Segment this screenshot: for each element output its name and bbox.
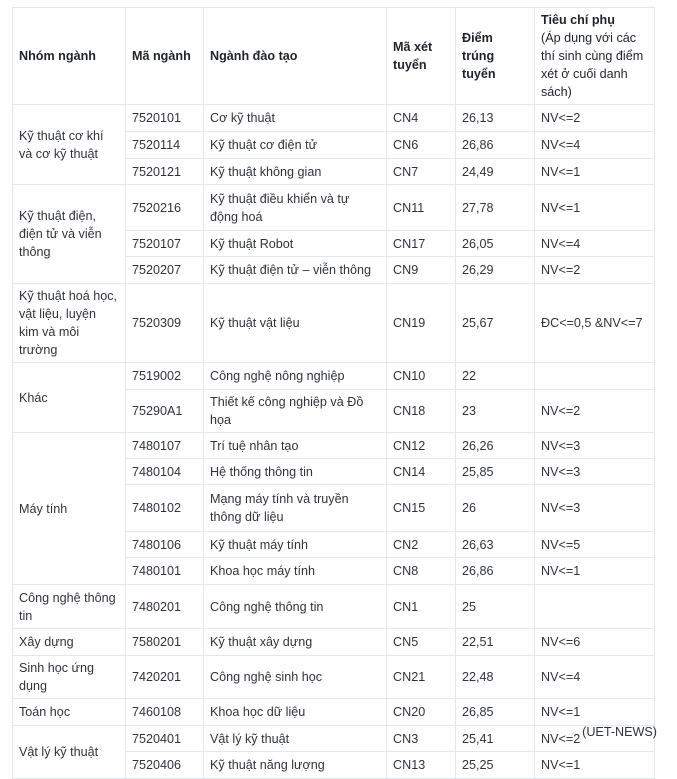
header-code: Mã ngành bbox=[126, 8, 204, 105]
score-cell: 26 bbox=[456, 485, 535, 532]
table-row bbox=[13, 629, 655, 656]
admission-code-cell: CN9 bbox=[387, 257, 456, 284]
code-cell: 7460108 bbox=[126, 699, 204, 726]
score-cell: 24,49 bbox=[456, 159, 535, 185]
criteria-cell: NV<=1 bbox=[535, 185, 655, 231]
score-cell: 26,86 bbox=[456, 132, 535, 159]
code-cell: 7480102 bbox=[126, 485, 204, 532]
group-cell: Kỹ thuật hoá học, vật liệu, luyện kim và môi trường bbox=[13, 284, 126, 363]
score-cell: 26,26 bbox=[456, 433, 535, 459]
group-cell: Xây dựng bbox=[13, 629, 126, 656]
admission-code-cell: CN17 bbox=[387, 231, 456, 257]
criteria-cell: NV<=4 bbox=[535, 656, 655, 699]
code-cell: 7480104 bbox=[126, 459, 204, 485]
group-cell: Vật lý kỹ thuật bbox=[13, 726, 126, 779]
table-row bbox=[13, 656, 655, 699]
score-cell: 26,63 bbox=[456, 532, 535, 558]
program-cell: Trí tuệ nhân tạo bbox=[204, 433, 387, 459]
criteria-cell bbox=[535, 585, 655, 629]
admission-code-cell: CN2 bbox=[387, 532, 456, 558]
table-header-row bbox=[13, 8, 655, 105]
code-cell: 7520101 bbox=[126, 105, 204, 132]
criteria-cell: NV<=2 bbox=[535, 257, 655, 284]
criteria-cell: NV<=6 bbox=[535, 629, 655, 656]
table-row bbox=[13, 699, 655, 726]
code-cell: 7480106 bbox=[126, 532, 204, 558]
program-cell: Công nghệ thông tin bbox=[204, 585, 387, 629]
score-cell: 22,48 bbox=[456, 656, 535, 699]
program-cell: Kỹ thuật năng lượng bbox=[204, 752, 387, 779]
program-cell: Kỹ thuật điều khiển và tự động hoá bbox=[204, 185, 387, 231]
score-cell: 23 bbox=[456, 390, 535, 433]
header-score: Điểm trúng tuyển bbox=[456, 8, 535, 105]
criteria-cell: ĐC<=0,5 &NV<=7 bbox=[535, 284, 655, 363]
criteria-cell: NV<=1 bbox=[535, 699, 655, 726]
score-cell: 27,78 bbox=[456, 185, 535, 231]
program-cell: Khoa học dữ liệu bbox=[204, 699, 387, 726]
admission-code-cell: CN4 bbox=[387, 105, 456, 132]
criteria-cell: NV<=1 bbox=[535, 159, 655, 185]
program-cell: Kỹ thuật máy tính bbox=[204, 532, 387, 558]
admission-code-cell: CN18 bbox=[387, 390, 456, 433]
criteria-cell: NV<=1 bbox=[535, 558, 655, 585]
code-cell: 7480101 bbox=[126, 558, 204, 585]
score-cell: 22 bbox=[456, 363, 535, 390]
program-cell: Vật lý kỹ thuật bbox=[204, 726, 387, 752]
group-cell: Khác bbox=[13, 363, 126, 433]
code-cell: 7520207 bbox=[126, 257, 204, 284]
admission-code-cell: CN12 bbox=[387, 433, 456, 459]
code-cell: 7519002 bbox=[126, 363, 204, 390]
program-cell: Kỹ thuật vật liệu bbox=[204, 284, 387, 363]
program-cell: Kỹ thuật không gian bbox=[204, 159, 387, 185]
admission-code-cell: CN19 bbox=[387, 284, 456, 363]
score-cell: 22,51 bbox=[456, 629, 535, 656]
score-cell: 26,86 bbox=[456, 558, 535, 585]
program-cell: Cơ kỹ thuật bbox=[204, 105, 387, 132]
criteria-cell: NV<=2 bbox=[535, 726, 655, 752]
code-cell: 7520216 bbox=[126, 185, 204, 231]
score-cell: 26,13 bbox=[456, 105, 535, 132]
program-cell: Công nghệ sinh học bbox=[204, 656, 387, 699]
admission-code-cell: CN3 bbox=[387, 726, 456, 752]
criteria-cell bbox=[535, 363, 655, 390]
program-cell: Thiết kế công nghiệp và Đồ họa bbox=[204, 390, 387, 433]
score-cell: 25,25 bbox=[456, 752, 535, 779]
code-cell: 7520121 bbox=[126, 159, 204, 185]
admission-code-cell: CN7 bbox=[387, 159, 456, 185]
code-cell: 7520401 bbox=[126, 726, 204, 752]
program-cell: Kỹ thuật Robot bbox=[204, 231, 387, 257]
score-cell: 26,85 bbox=[456, 699, 535, 726]
code-cell: 7520114 bbox=[126, 132, 204, 159]
admission-code-cell: CN13 bbox=[387, 752, 456, 779]
score-cell: 25,67 bbox=[456, 284, 535, 363]
header-criteria bbox=[535, 8, 655, 105]
group-cell: Công nghệ thông tin bbox=[13, 585, 126, 629]
group-cell: Sinh học ứng dụng bbox=[13, 656, 126, 699]
code-cell: 7520406 bbox=[126, 752, 204, 779]
admission-code-cell: CN1 bbox=[387, 585, 456, 629]
table-row bbox=[13, 726, 655, 752]
score-cell: 25,41 bbox=[456, 726, 535, 752]
group-cell: Kỹ thuật điện, điện tử và viễn thông bbox=[13, 185, 126, 284]
program-cell: Khoa học máy tính bbox=[204, 558, 387, 585]
admission-code-cell: CN5 bbox=[387, 629, 456, 656]
header-program: Ngành đào tạo bbox=[204, 8, 387, 105]
criteria-cell: NV<=2 bbox=[535, 390, 655, 433]
table-row bbox=[13, 105, 655, 132]
code-cell: 7520107 bbox=[126, 231, 204, 257]
admission-code-cell: CN15 bbox=[387, 485, 456, 532]
score-cell: 26,29 bbox=[456, 257, 535, 284]
criteria-cell: NV<=4 bbox=[535, 132, 655, 159]
program-cell: Kỹ thuật cơ điện tử bbox=[204, 132, 387, 159]
score-cell: 25,85 bbox=[456, 459, 535, 485]
table-row bbox=[13, 363, 655, 390]
score-cell: 26,05 bbox=[456, 231, 535, 257]
code-cell: 7580201 bbox=[126, 629, 204, 656]
program-cell: Mạng máy tính và truyền thông dữ liệu bbox=[204, 485, 387, 532]
criteria-cell: NV<=4 bbox=[535, 231, 655, 257]
criteria-cell: NV<=3 bbox=[535, 459, 655, 485]
code-cell: 7520309 bbox=[126, 284, 204, 363]
table-body bbox=[13, 105, 655, 779]
group-cell: Toán học bbox=[13, 699, 126, 726]
code-cell: 7420201 bbox=[126, 656, 204, 699]
table-row bbox=[13, 185, 655, 231]
admission-code-cell: CN20 bbox=[387, 699, 456, 726]
code-cell: 7480201 bbox=[126, 585, 204, 629]
table-row bbox=[13, 433, 655, 459]
group-cell: Kỹ thuật cơ khí và cơ kỹ thuật bbox=[13, 105, 126, 185]
source-credit: (UET-NEWS) bbox=[582, 725, 657, 739]
code-cell: 7480107 bbox=[126, 433, 204, 459]
header-group: Nhóm ngành bbox=[13, 8, 126, 105]
admission-code-cell: CN21 bbox=[387, 656, 456, 699]
table-row bbox=[13, 585, 655, 629]
admission-code-cell: CN8 bbox=[387, 558, 456, 585]
admission-scores-table bbox=[12, 7, 655, 779]
score-cell: 25 bbox=[456, 585, 535, 629]
program-cell: Kỹ thuật xây dựng bbox=[204, 629, 387, 656]
header-criteria-title: Tiêu chí phụ bbox=[541, 13, 615, 27]
code-cell: 75290A1 bbox=[126, 390, 204, 433]
program-cell: Kỹ thuật điện tử – viễn thông bbox=[204, 257, 387, 284]
criteria-cell: NV<=3 bbox=[535, 433, 655, 459]
header-admission-code: Mã xét tuyển bbox=[387, 8, 456, 105]
criteria-cell: NV<=1 bbox=[535, 752, 655, 779]
table-row bbox=[13, 284, 655, 363]
admission-scores-table-container bbox=[12, 7, 655, 779]
header-criteria-note: (Áp dụng với các thí sinh cùng điểm xét ở cuối danh sách) bbox=[541, 31, 644, 99]
admission-code-cell: CN6 bbox=[387, 132, 456, 159]
admission-code-cell: CN11 bbox=[387, 185, 456, 231]
criteria-cell: NV<=3 bbox=[535, 485, 655, 532]
group-cell: Máy tính bbox=[13, 433, 126, 585]
program-cell: Công nghệ nông nghiệp bbox=[204, 363, 387, 390]
program-cell: Hệ thống thông tin bbox=[204, 459, 387, 485]
criteria-cell: NV<=5 bbox=[535, 532, 655, 558]
admission-code-cell: CN10 bbox=[387, 363, 456, 390]
admission-code-cell: CN14 bbox=[387, 459, 456, 485]
criteria-cell: NV<=2 bbox=[535, 105, 655, 132]
